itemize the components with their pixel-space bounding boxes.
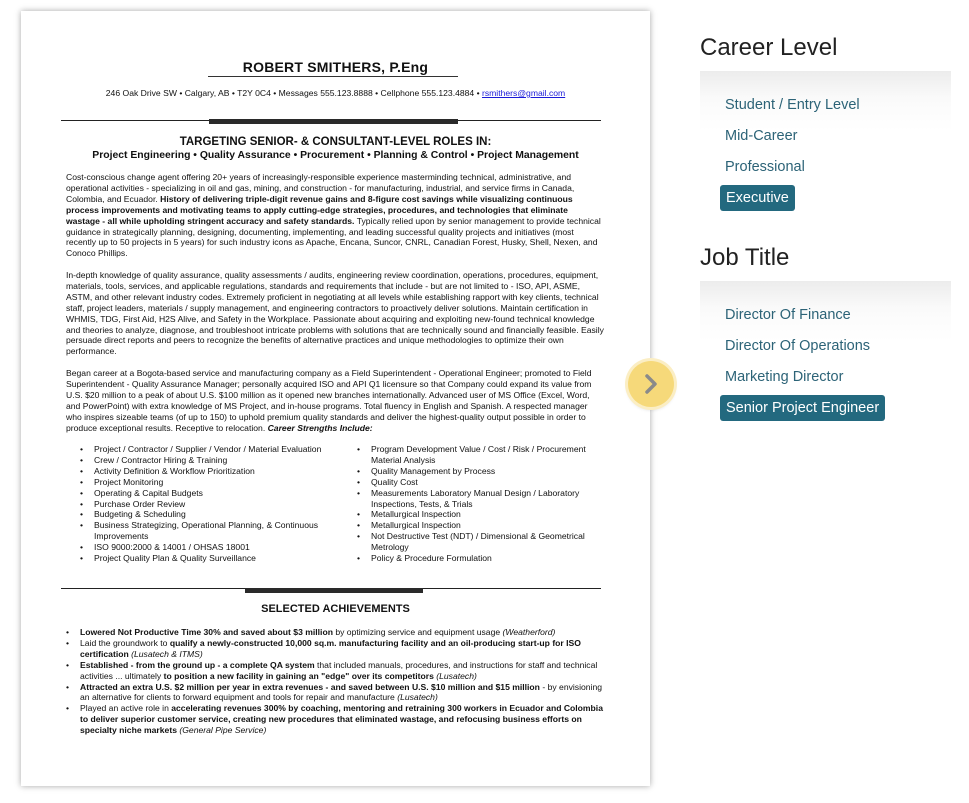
email-link[interactable]: rsmithers@gmail.com (481, 88, 566, 98)
summary-1-highlight: History of delivering triple-digit revenue gains and 8-figure cost savings while visualizing continuous process improvements and motivating teams to apply cutting-edge strategies, procedures, and technologies that eliminate wastage - all while upholding stringent accuracy and safety standards. (66, 193, 573, 226)
filter-job-finance[interactable]: Director Of Finance (725, 307, 851, 323)
career-level-heading: Career Level (700, 34, 838, 61)
achievement-item: • Established - from the ground up - a complete QA system that included manuals, procedures, and instructions for staff and technical activities ... ultimately to position a new facility in gaining an "edge" over its competitors (Lusatech) (66, 660, 606, 682)
list-item: • ISO 9000:2000 & 14001 / OHSAS 18001 (80, 542, 328, 553)
divider-top-bar (209, 119, 458, 124)
divider-achievements-bar (245, 588, 423, 593)
list-item: • Operating & Capital Budgets (80, 488, 328, 499)
target-roles-list: Project Engineering • Quality Assurance • Procurement • Planning & Control • Project Management (92, 150, 579, 161)
resume-preview (21, 11, 650, 786)
job-title-heading: Job Title (700, 244, 790, 271)
achievements-title: SELECTED ACHIEVEMENTS (261, 603, 410, 615)
filter-job-operations[interactable]: Director Of Operations (725, 338, 871, 354)
resume-headline (21, 136, 650, 162)
filter-career-mid[interactable]: Mid-Career (725, 128, 798, 144)
list-item: • Quality Management by Process (357, 466, 602, 477)
list-item: • Metallurgical Inspection (357, 509, 602, 520)
list-item: • Program Development Value / Cost / Risk / Procurement Material Analysis (357, 444, 602, 466)
name-underline (208, 76, 458, 77)
summary-paragraph-2: In-depth knowledge of quality assurance, quality assessments / audits, engineering review coordination, operations, procedures, equipment, materials, tools, services, and applicable regulations, standards and requirements that include - but are not limited to - ISO, API, ASME, ASTM, and other relevant industry codes. Extremely proficient in negotiating at all levels while establishing rapport with key clients, technical staff, project leaders, materials / supply management, and engineering contractors to proactively deliver solutions. Maintain certification in WHMIS, TDG, First Aid, H2S Alive, and Safety in the Workplace. Passionate about acquiring and exploiting new-found technical knowledge and theories to analyze, diagnose, and troubleshoot intricate problems with solutions that are technically sound and financially feasible. Easily persuade direct reports and peers to recognize the benefits of alternative practices and unique methodologies to optimize their own performance. (66, 270, 604, 357)
achievement-item: • Attracted an extra U.S. $2 million per year in extra revenues - and saved between U.S. $10 million and $15 million - by envisioning an alternative for clients to forward equipment and tools for repair and manufacture (Lusatech) (66, 682, 606, 704)
resume-contact (21, 88, 650, 98)
list-item: • Project / Contractor / Supplier / Vendor / Material Evaluation (80, 444, 328, 455)
list-item: • Measurements Laboratory Manual Design / Laboratory Inspections, Tests, & Trials (357, 488, 602, 510)
achievement-item: • Played an active role in accelerating revenues 300% by coaching, mentoring and retraining 300 workers in Ecuador and Colombia to deliver superior customer service, creating new procedures that eliminated wastage, and refocusing business efforts on specialty niche markets (General Pipe Service) (66, 703, 606, 736)
filter-job-marketing[interactable]: Marketing Director (725, 369, 844, 385)
list-item: • Budgeting & Scheduling (80, 509, 328, 520)
summary-3-text: Began career at a Bogota-based service and manufacturing company as a Field Superintendent - Operational Engineer; promoted to Field Superintendent - Quality Assurance Manager; personally acquired ISO and API Q1 licensure so that Company could expand its value from U.S. $20 million to a peak of about U.S. $100 million as it opened new branches internationally. Advanced user of MS Office (Excel, Word, and PowerPoint) with extra knowledge of MS Project, and in-house programs. Total fluency in English and Spanish. A respected manager who inspires sizeable teams (of up to 150) to uphold premium quality standards and deliver the highest-quality output possible in order to produce exceptional results. Receptive to relocation. (66, 368, 592, 433)
chevron-right-icon (642, 373, 660, 395)
list-item: • Crew / Contractor Hiring & Training (80, 455, 328, 466)
list-item: • Quality Cost (357, 477, 602, 488)
filter-job-senior-engineer-selected[interactable]: Senior Project Engineer (720, 395, 885, 421)
achievement-item: • Laid the groundwork to qualify a newly-constructed 10,000 sq.m. manufacturing facility and an oil-producing start-up for ISO certification (Lusatech & ITMS) (66, 638, 606, 660)
summary-1-detail: Typically relied upon by senior management to provide technical guidance in strategically planning, designing, documenting, implementing, and leading successful quality projects and initiatives (most recently up to 50 projects in 5 years) for such industry icons as Apache, Encana, Suncor, CNRL, Canadian Forest, Husky, Shell, Nexen, and Conoco Phillips. (66, 215, 601, 259)
list-item: • Activity Definition & Workflow Prioritization (80, 466, 328, 477)
filter-career-executive-selected[interactable]: Executive (720, 185, 795, 211)
contact-details: 246 Oak Drive SW • Calgary, AB • T2Y 0C4 • Messages 555.123.8888 • Cellphone 555.123.4884 • (105, 88, 482, 98)
summary-paragraph-1 (66, 172, 604, 259)
achievements-list (66, 627, 606, 736)
next-resume-button[interactable] (628, 361, 674, 407)
list-item: • Project Monitoring (80, 477, 328, 488)
list-item: • Purchase Order Review (80, 499, 328, 510)
list-item: • Business Strategizing, Operational Planning, & Continuous Improvements (80, 520, 328, 542)
strengths-list-right (357, 444, 602, 564)
target-roles-title: TARGETING SENIOR- & CONSULTANT-LEVEL ROLES IN: (179, 136, 492, 148)
list-item: • Metallurgical Inspection (357, 520, 602, 531)
list-item: • Project Quality Plan & Quality Surveillance (80, 553, 328, 564)
achievement-item: • Lowered Not Productive Time 30% and saved about $3 million by optimizing service and equipment usage (Weatherford) (66, 627, 606, 638)
filter-career-professional[interactable]: Professional (725, 159, 805, 175)
strengths-label: Career Strengths Include: (267, 422, 373, 433)
list-item: • Not Destructive Test (NDT) / Dimensional & Geometrical Metrology (357, 531, 602, 553)
list-item: • Policy & Procedure Formulation (357, 553, 602, 564)
summary-paragraph-3 (66, 368, 604, 433)
summary-1-intro: Cost-conscious change agent offering 20+ years of increasingly-responsible experience masterminding technical, administrative, and operational activities - specializing in oil and gas, mining, and construction - for manufacturing, industrial, and service firms in Canada, Colombia, and Ecuador. (66, 172, 575, 204)
filter-career-student[interactable]: Student / Entry Level (725, 97, 860, 113)
strengths-list-left (80, 444, 328, 564)
resume-name: ROBERT SMITHERS, P.Eng (242, 59, 429, 75)
